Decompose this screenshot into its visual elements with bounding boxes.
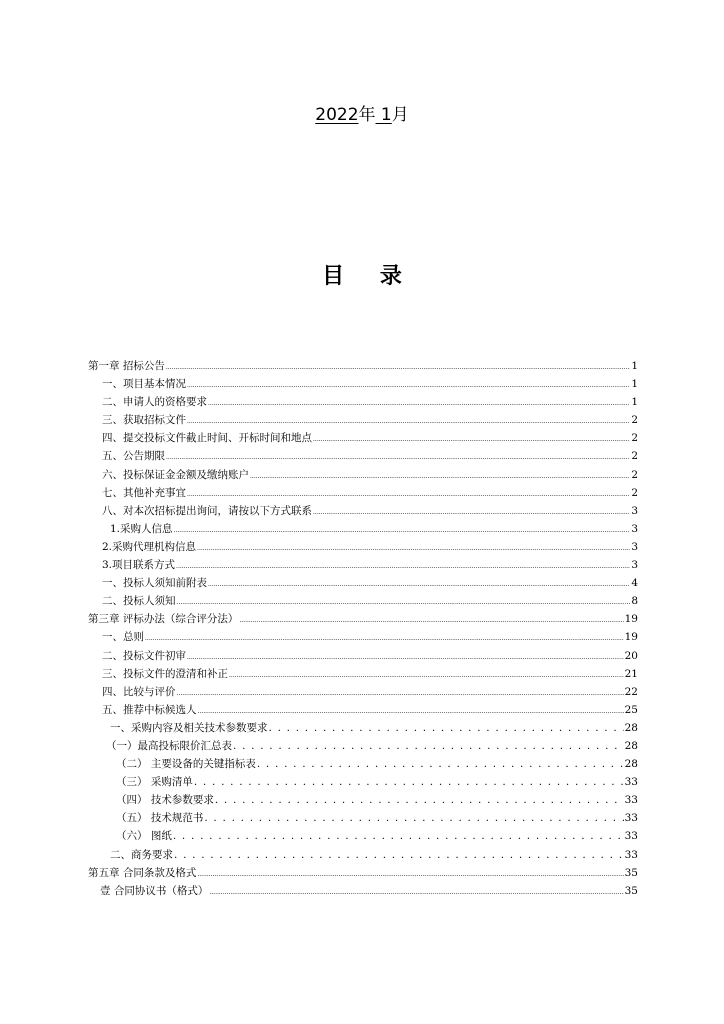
toc-entry-text: 八、对本次招标提出询问，请按以下方式联系 bbox=[102, 504, 312, 517]
toc-leader bbox=[208, 393, 630, 411]
toc-leader bbox=[269, 719, 624, 737]
toc-leader bbox=[208, 574, 630, 592]
toc-entry[interactable] bbox=[88, 791, 638, 809]
toc-entry[interactable] bbox=[88, 538, 638, 556]
date-month-suffix: 月 bbox=[391, 105, 409, 125]
toc-entry[interactable] bbox=[88, 556, 638, 574]
toc-entry-page: 2 bbox=[631, 432, 638, 445]
toc-leader bbox=[229, 665, 624, 683]
toc-entry-page: 22 bbox=[624, 685, 638, 698]
toc-entry-text: 六、投标保证金金额及缴纳账户 bbox=[102, 468, 249, 481]
toc-entry-text: 一、总则 bbox=[102, 631, 144, 644]
toc-entry[interactable] bbox=[88, 755, 638, 773]
toc-entry[interactable] bbox=[88, 683, 638, 701]
toc-entry-text: （四） 技术参数要求 bbox=[116, 794, 214, 807]
toc-leader bbox=[187, 411, 630, 429]
toc-leader bbox=[198, 701, 624, 719]
toc-entry-text: 五、公告期限 bbox=[102, 450, 165, 463]
toc-entry[interactable] bbox=[88, 466, 638, 484]
toc-entry-text: （一）最高投标限价汇总表 bbox=[106, 739, 232, 752]
toc-entry-page: 33 bbox=[624, 776, 638, 789]
document-date bbox=[0, 103, 724, 127]
toc-entry-text: （六） 图纸 bbox=[116, 830, 172, 843]
toc-entry-text: （二） 主要设备的关键指标表 bbox=[116, 758, 256, 771]
toc-entry-page: 3 bbox=[631, 522, 638, 535]
toc-entry[interactable] bbox=[88, 520, 638, 538]
toc-leader bbox=[166, 357, 630, 375]
toc-entry-text: 1.采购人信息 bbox=[110, 522, 173, 535]
toc-entry-page: 25 bbox=[624, 703, 638, 716]
toc-entry[interactable] bbox=[88, 737, 638, 755]
toc-entry[interactable] bbox=[88, 610, 638, 628]
toc-entry[interactable] bbox=[88, 809, 638, 827]
toc-leader bbox=[197, 864, 623, 882]
toc-entry[interactable] bbox=[88, 502, 638, 520]
toc-entry-text: 四、比较与评价 bbox=[102, 685, 176, 698]
toc-entry[interactable] bbox=[88, 882, 638, 900]
toc-entry[interactable] bbox=[88, 773, 638, 791]
toc-entry-text: 一、投标人须知前附表 bbox=[102, 577, 207, 590]
toc-leader bbox=[194, 773, 624, 791]
toc-entry-page: 2 bbox=[631, 468, 638, 481]
toc-entry-page: 19 bbox=[624, 613, 638, 626]
toc-entry[interactable] bbox=[88, 411, 638, 429]
toc-entry[interactable] bbox=[88, 864, 638, 882]
toc-entry-page: 2 bbox=[631, 486, 638, 499]
toc-entry-page: 33 bbox=[624, 812, 638, 825]
toc-entry-page: 35 bbox=[624, 866, 638, 879]
toc-entry-text: 一、项目基本情况 bbox=[102, 378, 186, 391]
toc-entry-text: 第三章 评标办法（综合评分法） bbox=[88, 613, 239, 626]
toc-entry-text: （五） 技术规范书 bbox=[116, 812, 204, 825]
toc-entry-page: 3 bbox=[631, 504, 638, 517]
toc-leader bbox=[215, 791, 624, 809]
toc-entry-text: 壹 合同协议书（格式） bbox=[100, 884, 209, 897]
date-year-suffix: 年 bbox=[358, 105, 376, 125]
toc-entry-page: 20 bbox=[624, 649, 638, 662]
toc-entry-page: 1 bbox=[631, 396, 638, 409]
toc-title: 目 录 bbox=[322, 264, 416, 289]
toc-leader bbox=[177, 683, 624, 701]
toc-entry-page: 35 bbox=[624, 884, 638, 897]
toc-entry-page: 2 bbox=[631, 450, 638, 463]
toc-entry[interactable] bbox=[88, 701, 638, 719]
toc-entry-page: 2 bbox=[631, 414, 638, 427]
toc-entry-page: 3 bbox=[631, 540, 638, 553]
toc-entry-text: 三、获取招标文件 bbox=[102, 414, 186, 427]
toc-entry[interactable] bbox=[88, 719, 638, 737]
toc-entry-page: 3 bbox=[631, 559, 638, 572]
toc-leader bbox=[176, 556, 630, 574]
toc-entry-text: 一、采购内容及相关技术参数要求 bbox=[110, 721, 268, 734]
toc-entry-page: 19 bbox=[624, 631, 638, 644]
toc-entry-page: 21 bbox=[624, 667, 638, 680]
toc-entry[interactable] bbox=[88, 447, 638, 465]
toc-entry-page: 1 bbox=[631, 360, 638, 372]
toc-entry-page: 4 bbox=[631, 577, 638, 590]
toc-leader bbox=[145, 628, 624, 646]
toc-leader bbox=[209, 882, 623, 900]
toc-entry[interactable] bbox=[88, 846, 638, 864]
toc-entry-page: 28 bbox=[624, 758, 638, 771]
toc-entry[interactable] bbox=[88, 592, 638, 610]
toc-entry-text: 五、推荐中标候选人 bbox=[102, 703, 197, 716]
toc-entry-text: 三、投标文件的澄清和补正 bbox=[102, 667, 228, 680]
toc-leader bbox=[197, 538, 630, 556]
toc-entry[interactable] bbox=[88, 375, 638, 393]
toc-entry[interactable] bbox=[88, 574, 638, 592]
toc-entry-text: 二、投标文件初审 bbox=[102, 649, 186, 662]
toc-leader bbox=[233, 737, 624, 755]
table-of-contents bbox=[88, 357, 638, 900]
toc-entry[interactable] bbox=[88, 665, 638, 683]
toc-leader bbox=[187, 484, 630, 502]
toc-entry-page: 28 bbox=[624, 721, 638, 734]
toc-entry-text: 四、提交投标文件截止时间、开标时间和地点 bbox=[102, 432, 312, 445]
toc-leader bbox=[257, 755, 624, 773]
toc-leader bbox=[313, 502, 630, 520]
toc-entry-page: 8 bbox=[631, 595, 638, 608]
toc-entry-text: （三） 采购清单 bbox=[116, 776, 193, 789]
toc-entry[interactable] bbox=[88, 429, 638, 447]
toc-entry-text: 七、其他补充事宜 bbox=[102, 486, 186, 499]
toc-entry[interactable] bbox=[88, 393, 638, 411]
toc-entry-text: 3.项目联系方式 bbox=[102, 559, 176, 572]
toc-entry[interactable] bbox=[88, 827, 638, 845]
toc-entry-text: 二、投标人须知 bbox=[102, 595, 176, 608]
toc-entry-text: 第五章 合同条款及格式 bbox=[88, 866, 197, 879]
toc-entry-text: 第一章 招标公告 bbox=[88, 360, 165, 372]
toc-leader bbox=[187, 375, 630, 393]
toc-leader bbox=[174, 846, 624, 864]
toc-leader bbox=[166, 447, 630, 465]
toc-leader bbox=[177, 592, 631, 610]
toc-leader bbox=[174, 520, 631, 538]
toc-leader bbox=[173, 827, 624, 845]
toc-entry[interactable] bbox=[88, 647, 638, 665]
toc-leader bbox=[187, 647, 624, 665]
toc-entry-text: 2.采购代理机构信息 bbox=[102, 540, 197, 553]
toc-leader bbox=[204, 809, 623, 827]
date-year: 2022 bbox=[315, 105, 359, 125]
toc-entry[interactable] bbox=[88, 628, 638, 646]
toc-leader bbox=[250, 466, 630, 484]
toc-leader bbox=[239, 610, 623, 628]
toc-entry-page: 33 bbox=[624, 794, 638, 807]
toc-entry-page: 1 bbox=[631, 378, 638, 391]
date-month: 1 bbox=[375, 105, 392, 125]
toc-entry-page: 28 bbox=[624, 739, 638, 752]
toc-leader bbox=[313, 429, 630, 447]
toc-entry-page: 33 bbox=[624, 848, 638, 861]
toc-entry[interactable] bbox=[88, 484, 638, 502]
toc-entry-page: 33 bbox=[624, 830, 638, 843]
toc-entry-text: 二、申请人的资格要求 bbox=[102, 396, 207, 409]
toc-entry-text: 二、商务要求 bbox=[110, 848, 173, 861]
toc-entry[interactable] bbox=[88, 357, 638, 375]
